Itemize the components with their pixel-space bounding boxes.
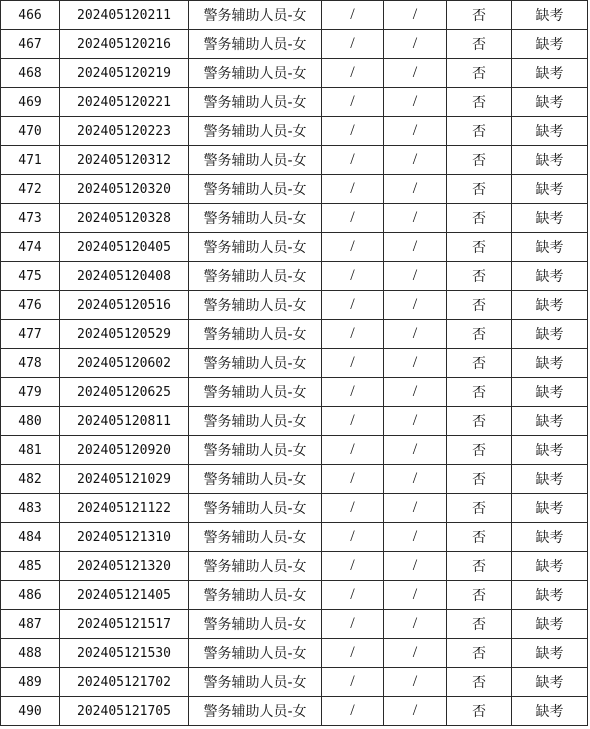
position-name-cell: 警务辅助人员-女 bbox=[189, 262, 322, 291]
sequence-number-cell: 482 bbox=[1, 465, 60, 494]
remark-cell: 缺考 bbox=[512, 59, 588, 88]
position-name-cell: 警务辅助人员-女 bbox=[189, 581, 322, 610]
advance-status-cell: 否 bbox=[447, 378, 512, 407]
advance-status-cell: 否 bbox=[447, 697, 512, 726]
remark-cell: 缺考 bbox=[512, 320, 588, 349]
score-2-cell: / bbox=[384, 465, 447, 494]
remark-cell: 缺考 bbox=[512, 552, 588, 581]
remark-cell: 缺考 bbox=[512, 436, 588, 465]
position-name-cell: 警务辅助人员-女 bbox=[189, 465, 322, 494]
position-name-cell: 警务辅助人员-女 bbox=[189, 552, 322, 581]
position-name-cell: 警务辅助人员-女 bbox=[189, 291, 322, 320]
table-row bbox=[1, 668, 588, 697]
score-2-cell: / bbox=[384, 262, 447, 291]
sequence-number-cell: 478 bbox=[1, 349, 60, 378]
score-1-cell: / bbox=[322, 117, 384, 146]
table-row bbox=[1, 204, 588, 233]
exam-ticket-number-cell: 202405121029 bbox=[60, 465, 189, 494]
remark-cell: 缺考 bbox=[512, 175, 588, 204]
score-2-cell: / bbox=[384, 581, 447, 610]
sequence-number-cell: 486 bbox=[1, 581, 60, 610]
score-1-cell: / bbox=[322, 668, 384, 697]
score-1-cell: / bbox=[322, 204, 384, 233]
advance-status-cell: 否 bbox=[447, 494, 512, 523]
score-1-cell: / bbox=[322, 262, 384, 291]
table-row bbox=[1, 378, 588, 407]
table-row bbox=[1, 610, 588, 639]
score-2-cell: / bbox=[384, 175, 447, 204]
table-row bbox=[1, 117, 588, 146]
remark-cell: 缺考 bbox=[512, 30, 588, 59]
score-2-cell: / bbox=[384, 320, 447, 349]
remark-cell: 缺考 bbox=[512, 117, 588, 146]
score-1-cell: / bbox=[322, 291, 384, 320]
table-row bbox=[1, 523, 588, 552]
remark-cell: 缺考 bbox=[512, 1, 588, 30]
score-2-cell: / bbox=[384, 639, 447, 668]
advance-status-cell: 否 bbox=[447, 291, 512, 320]
table-row bbox=[1, 291, 588, 320]
position-name-cell: 警务辅助人员-女 bbox=[189, 204, 322, 233]
position-name-cell: 警务辅助人员-女 bbox=[189, 349, 322, 378]
score-2-cell: / bbox=[384, 349, 447, 378]
position-name-cell: 警务辅助人员-女 bbox=[189, 697, 322, 726]
advance-status-cell: 否 bbox=[447, 581, 512, 610]
advance-status-cell: 否 bbox=[447, 1, 512, 30]
remark-cell: 缺考 bbox=[512, 494, 588, 523]
score-1-cell: / bbox=[322, 697, 384, 726]
sequence-number-cell: 468 bbox=[1, 59, 60, 88]
remark-cell: 缺考 bbox=[512, 465, 588, 494]
exam-ticket-number-cell: 202405120811 bbox=[60, 407, 189, 436]
score-2-cell: / bbox=[384, 59, 447, 88]
exam-ticket-number-cell: 202405120516 bbox=[60, 291, 189, 320]
remark-cell: 缺考 bbox=[512, 639, 588, 668]
score-1-cell: / bbox=[322, 552, 384, 581]
sequence-number-cell: 475 bbox=[1, 262, 60, 291]
advance-status-cell: 否 bbox=[447, 610, 512, 639]
advance-status-cell: 否 bbox=[447, 175, 512, 204]
position-name-cell: 警务辅助人员-女 bbox=[189, 639, 322, 668]
sequence-number-cell: 471 bbox=[1, 146, 60, 175]
remark-cell: 缺考 bbox=[512, 581, 588, 610]
remark-cell: 缺考 bbox=[512, 523, 588, 552]
position-name-cell: 警务辅助人员-女 bbox=[189, 610, 322, 639]
score-1-cell: / bbox=[322, 581, 384, 610]
position-name-cell: 警务辅助人员-女 bbox=[189, 494, 322, 523]
sequence-number-cell: 490 bbox=[1, 697, 60, 726]
score-2-cell: / bbox=[384, 291, 447, 320]
exam-ticket-number-cell: 202405120320 bbox=[60, 175, 189, 204]
exam-ticket-number-cell: 202405120920 bbox=[60, 436, 189, 465]
table-row bbox=[1, 233, 588, 262]
table-row bbox=[1, 30, 588, 59]
score-1-cell: / bbox=[322, 175, 384, 204]
exam-ticket-number-cell: 202405120223 bbox=[60, 117, 189, 146]
position-name-cell: 警务辅助人员-女 bbox=[189, 523, 322, 552]
score-2-cell: / bbox=[384, 523, 447, 552]
table-row bbox=[1, 697, 588, 726]
score-2-cell: / bbox=[384, 407, 447, 436]
score-1-cell: / bbox=[322, 639, 384, 668]
score-2-cell: / bbox=[384, 552, 447, 581]
sequence-number-cell: 488 bbox=[1, 639, 60, 668]
advance-status-cell: 否 bbox=[447, 320, 512, 349]
advance-status-cell: 否 bbox=[447, 30, 512, 59]
sequence-number-cell: 481 bbox=[1, 436, 60, 465]
table-row bbox=[1, 175, 588, 204]
table-row bbox=[1, 88, 588, 117]
sequence-number-cell: 477 bbox=[1, 320, 60, 349]
score-1-cell: / bbox=[322, 1, 384, 30]
sequence-number-cell: 487 bbox=[1, 610, 60, 639]
position-name-cell: 警务辅助人员-女 bbox=[189, 407, 322, 436]
sequence-number-cell: 469 bbox=[1, 88, 60, 117]
advance-status-cell: 否 bbox=[447, 552, 512, 581]
sequence-number-cell: 479 bbox=[1, 378, 60, 407]
score-2-cell: / bbox=[384, 204, 447, 233]
score-1-cell: / bbox=[322, 59, 384, 88]
sequence-number-cell: 466 bbox=[1, 1, 60, 30]
remark-cell: 缺考 bbox=[512, 291, 588, 320]
advance-status-cell: 否 bbox=[447, 146, 512, 175]
remark-cell: 缺考 bbox=[512, 610, 588, 639]
sequence-number-cell: 467 bbox=[1, 30, 60, 59]
exam-ticket-number-cell: 202405121310 bbox=[60, 523, 189, 552]
table-row bbox=[1, 581, 588, 610]
score-2-cell: / bbox=[384, 1, 447, 30]
advance-status-cell: 否 bbox=[447, 204, 512, 233]
table-row bbox=[1, 320, 588, 349]
table-row bbox=[1, 436, 588, 465]
score-2-cell: / bbox=[384, 233, 447, 262]
score-1-cell: / bbox=[322, 88, 384, 117]
advance-status-cell: 否 bbox=[447, 88, 512, 117]
table-row bbox=[1, 349, 588, 378]
position-name-cell: 警务辅助人员-女 bbox=[189, 668, 322, 697]
position-name-cell: 警务辅助人员-女 bbox=[189, 320, 322, 349]
advance-status-cell: 否 bbox=[447, 436, 512, 465]
sequence-number-cell: 470 bbox=[1, 117, 60, 146]
position-name-cell: 警务辅助人员-女 bbox=[189, 378, 322, 407]
exam-ticket-number-cell: 202405121320 bbox=[60, 552, 189, 581]
advance-status-cell: 否 bbox=[447, 639, 512, 668]
advance-status-cell: 否 bbox=[447, 407, 512, 436]
score-2-cell: / bbox=[384, 668, 447, 697]
exam-ticket-number-cell: 202405120602 bbox=[60, 349, 189, 378]
exam-ticket-number-cell: 202405120216 bbox=[60, 30, 189, 59]
advance-status-cell: 否 bbox=[447, 465, 512, 494]
remark-cell: 缺考 bbox=[512, 233, 588, 262]
exam-ticket-number-cell: 202405120219 bbox=[60, 59, 189, 88]
remark-cell: 缺考 bbox=[512, 697, 588, 726]
exam-ticket-number-cell: 202405121705 bbox=[60, 697, 189, 726]
sequence-number-cell: 483 bbox=[1, 494, 60, 523]
remark-cell: 缺考 bbox=[512, 668, 588, 697]
exam-ticket-number-cell: 202405120625 bbox=[60, 378, 189, 407]
exam-ticket-number-cell: 202405120221 bbox=[60, 88, 189, 117]
score-2-cell: / bbox=[384, 494, 447, 523]
score-2-cell: / bbox=[384, 146, 447, 175]
advance-status-cell: 否 bbox=[447, 262, 512, 291]
advance-status-cell: 否 bbox=[447, 59, 512, 88]
exam-ticket-number-cell: 202405121517 bbox=[60, 610, 189, 639]
remark-cell: 缺考 bbox=[512, 204, 588, 233]
score-2-cell: / bbox=[384, 30, 447, 59]
score-2-cell: / bbox=[384, 610, 447, 639]
remark-cell: 缺考 bbox=[512, 407, 588, 436]
position-name-cell: 警务辅助人员-女 bbox=[189, 30, 322, 59]
position-name-cell: 警务辅助人员-女 bbox=[189, 436, 322, 465]
table-row bbox=[1, 552, 588, 581]
position-name-cell: 警务辅助人员-女 bbox=[189, 175, 322, 204]
sequence-number-cell: 473 bbox=[1, 204, 60, 233]
advance-status-cell: 否 bbox=[447, 233, 512, 262]
score-1-cell: / bbox=[322, 523, 384, 552]
exam-ticket-number-cell: 202405121702 bbox=[60, 668, 189, 697]
remark-cell: 缺考 bbox=[512, 262, 588, 291]
position-name-cell: 警务辅助人员-女 bbox=[189, 146, 322, 175]
sequence-number-cell: 474 bbox=[1, 233, 60, 262]
position-name-cell: 警务辅助人员-女 bbox=[189, 59, 322, 88]
position-name-cell: 警务辅助人员-女 bbox=[189, 88, 322, 117]
exam-ticket-number-cell: 202405120312 bbox=[60, 146, 189, 175]
exam-ticket-number-cell: 202405120408 bbox=[60, 262, 189, 291]
score-1-cell: / bbox=[322, 349, 384, 378]
sequence-number-cell: 476 bbox=[1, 291, 60, 320]
table-row bbox=[1, 262, 588, 291]
advance-status-cell: 否 bbox=[447, 668, 512, 697]
remark-cell: 缺考 bbox=[512, 146, 588, 175]
table-row bbox=[1, 465, 588, 494]
score-1-cell: / bbox=[322, 465, 384, 494]
position-name-cell: 警务辅助人员-女 bbox=[189, 233, 322, 262]
score-1-cell: / bbox=[322, 320, 384, 349]
exam-ticket-number-cell: 202405121405 bbox=[60, 581, 189, 610]
exam-ticket-number-cell: 202405121122 bbox=[60, 494, 189, 523]
sequence-number-cell: 480 bbox=[1, 407, 60, 436]
score-1-cell: / bbox=[322, 610, 384, 639]
sequence-number-cell: 484 bbox=[1, 523, 60, 552]
sequence-number-cell: 489 bbox=[1, 668, 60, 697]
score-2-cell: / bbox=[384, 436, 447, 465]
score-2-cell: / bbox=[384, 117, 447, 146]
score-1-cell: / bbox=[322, 436, 384, 465]
exam-ticket-number-cell: 202405120529 bbox=[60, 320, 189, 349]
score-1-cell: / bbox=[322, 233, 384, 262]
score-1-cell: / bbox=[322, 378, 384, 407]
score-1-cell: / bbox=[322, 146, 384, 175]
score-1-cell: / bbox=[322, 407, 384, 436]
score-2-cell: / bbox=[384, 88, 447, 117]
advance-status-cell: 否 bbox=[447, 523, 512, 552]
score-1-cell: / bbox=[322, 494, 384, 523]
position-name-cell: 警务辅助人员-女 bbox=[189, 117, 322, 146]
sequence-number-cell: 472 bbox=[1, 175, 60, 204]
remark-cell: 缺考 bbox=[512, 349, 588, 378]
exam-ticket-number-cell: 202405120405 bbox=[60, 233, 189, 262]
exam-ticket-number-cell: 202405120328 bbox=[60, 204, 189, 233]
table-row bbox=[1, 1, 588, 30]
remark-cell: 缺考 bbox=[512, 378, 588, 407]
score-2-cell: / bbox=[384, 378, 447, 407]
results-table-body bbox=[1, 1, 588, 726]
score-1-cell: / bbox=[322, 30, 384, 59]
advance-status-cell: 否 bbox=[447, 349, 512, 378]
exam-ticket-number-cell: 202405121530 bbox=[60, 639, 189, 668]
exam-ticket-number-cell: 202405120211 bbox=[60, 1, 189, 30]
table-row bbox=[1, 59, 588, 88]
sequence-number-cell: 485 bbox=[1, 552, 60, 581]
table-row bbox=[1, 639, 588, 668]
remark-cell: 缺考 bbox=[512, 88, 588, 117]
score-2-cell: / bbox=[384, 697, 447, 726]
table-row bbox=[1, 494, 588, 523]
table-row bbox=[1, 407, 588, 436]
table-row bbox=[1, 146, 588, 175]
advance-status-cell: 否 bbox=[447, 117, 512, 146]
position-name-cell: 警务辅助人员-女 bbox=[189, 1, 322, 30]
